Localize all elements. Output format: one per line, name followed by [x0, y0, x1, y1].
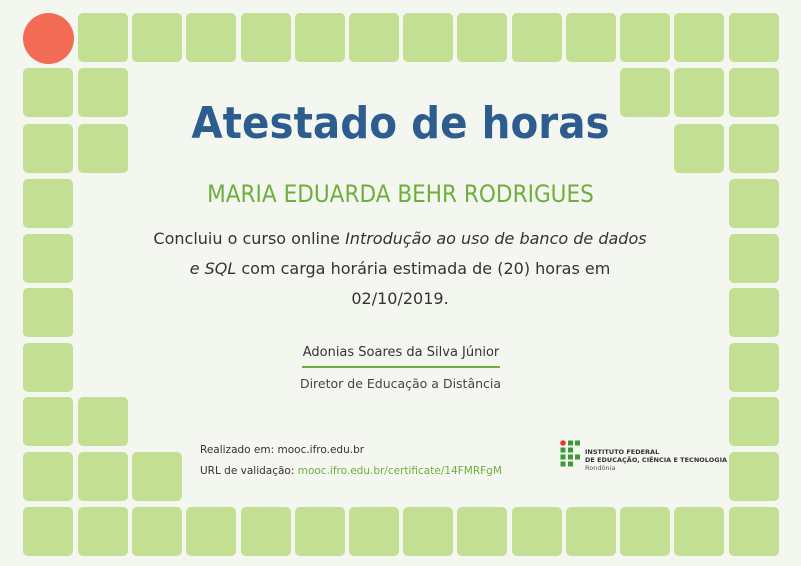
border-tile: [23, 288, 73, 337]
border-tile: [512, 13, 562, 62]
border-tile: [78, 13, 128, 62]
border-tile: [512, 507, 562, 556]
border-tile: [23, 234, 73, 283]
border-tile: [729, 507, 779, 556]
certificate-body: [150, 224, 650, 314]
institution-line2: DE EDUCAÇÃO, CIÊNCIA E TECNOLOGIA: [585, 456, 728, 464]
signer-role: Diretor de Educação a Distância: [299, 376, 502, 391]
validation-line: [200, 465, 502, 477]
border-tile: [729, 234, 779, 283]
border-tile: [403, 507, 453, 556]
realized-label: Realizado em:: [200, 444, 278, 456]
border-tile: [457, 507, 507, 556]
border-tile: [729, 13, 779, 62]
border-tile: [620, 13, 670, 62]
border-tile: [349, 13, 399, 62]
signer-name: Adonias Soares da Silva Júnior: [302, 345, 500, 368]
border-tile: [241, 13, 291, 62]
border-tile: [674, 13, 724, 62]
border-tile: [729, 288, 779, 337]
institution-name: [585, 448, 727, 472]
border-tile: [186, 13, 236, 62]
border-tile: [23, 452, 73, 501]
border-tile: [729, 452, 779, 501]
border-tile: [403, 13, 453, 62]
certificate-title: Atestado de horas: [191, 98, 610, 149]
validation-label: URL de validação:: [200, 465, 298, 477]
border-tile: [186, 507, 236, 556]
border-tile: [729, 397, 779, 446]
body-suffix: com carga horária estimada de (20) horas em 02/10/2019.: [236, 259, 611, 308]
border-tile: [241, 507, 291, 556]
border-tile: [78, 397, 128, 446]
recipient-name: MARIA EDUARDA BEHR RODRIGUES: [207, 180, 594, 208]
realized-line: [200, 444, 364, 456]
border-tile: [674, 507, 724, 556]
validation-url-link[interactable]: mooc.ifro.edu.br/certificate/14FMRFgM: [297, 465, 502, 477]
border-tile: [457, 13, 507, 62]
border-tile: [620, 507, 670, 556]
course-name: Introdução ao uso de banco de dados e SQL: [189, 229, 647, 278]
decorative-dot: [23, 13, 74, 64]
border-tile: [23, 507, 73, 556]
realized-value: mooc.ifro.edu.br: [277, 444, 365, 456]
border-tile: [78, 452, 128, 501]
border-tile: [295, 507, 345, 556]
border-tile: [566, 507, 616, 556]
body-prefix: Concluiu o curso online: [153, 229, 346, 248]
institution-logo-icon: [560, 440, 582, 470]
border-tile: [566, 13, 616, 62]
border-tile: [132, 507, 182, 556]
border-tile: [295, 13, 345, 62]
border-tile: [349, 507, 399, 556]
border-tile: [78, 507, 128, 556]
border-tile: [132, 13, 182, 62]
institution-line3: Rondônia: [585, 464, 616, 472]
border-tile: [132, 452, 182, 501]
institution-line1: INSTITUTO FEDERAL: [585, 448, 660, 456]
border-tile: [23, 397, 73, 446]
